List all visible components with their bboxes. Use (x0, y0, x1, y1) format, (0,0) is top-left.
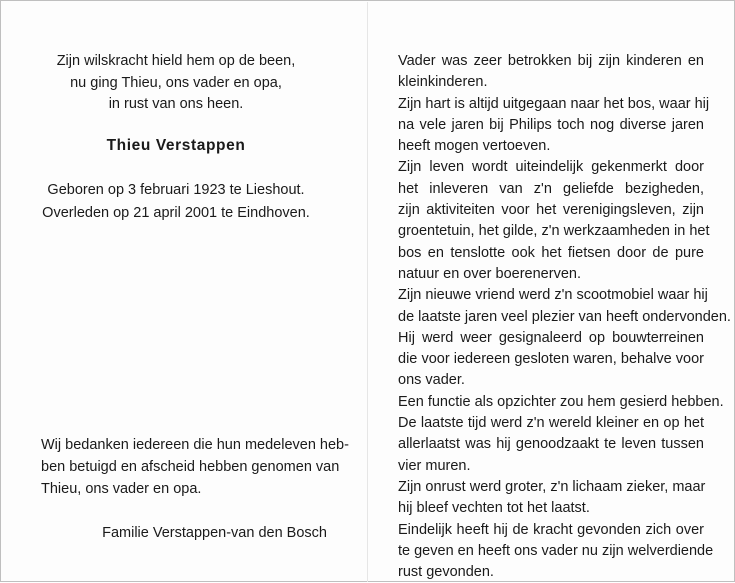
story-line: groentetuin, het gilde, z'n werkzaamheden in het (398, 223, 710, 240)
story-line: vier muren. (398, 457, 471, 474)
story-line: Vader was zeer betrokken bij zijn kinderen en (398, 53, 704, 69)
thanks-paragraph (41, 434, 349, 500)
right-page (368, 1, 735, 583)
story-line: Zijn onrust werd groter, z'n lichaam zieker, maar (398, 478, 706, 495)
story-line: kleinkinderen. (398, 74, 488, 91)
memorial-verse (1, 51, 351, 116)
left-page (1, 1, 367, 583)
verse-line: nu ging Thieu, ons vader en opa, (70, 74, 282, 91)
story-line: de laatste jaren veel plezier van heeft ondervonden. (398, 308, 731, 325)
story-line: heeft mogen vertoeven. (398, 138, 551, 155)
story-line: Zijn nieuwe vriend werd z'n scootmobiel waar hij (398, 287, 708, 304)
story-line: natuur en over boerenerven. (398, 265, 581, 282)
life-dates (1, 179, 351, 224)
family-signature: Familie Verstappen-van den Bosch (102, 525, 327, 541)
thanks-line: Wij bedanken iedereen die hun medeleven heb- (41, 437, 349, 453)
life-story-text (398, 51, 731, 583)
thanks-line: Thieu, ons vader en opa. (41, 481, 202, 497)
thanks-line: ben betuigd en afscheid hebben genomen van (41, 459, 340, 475)
story-line: Een functie als opzichter zou hem gesierd hebben. (398, 393, 724, 410)
story-line: allerlaatst was hij genoodzaakt te leven tussen (398, 436, 704, 453)
verse-line: in rust van ons heen. (108, 96, 244, 112)
deceased-name: Thieu Verstappen (106, 137, 246, 154)
birth-line: Geboren op 3 februari 1923 te Lieshout. (47, 182, 305, 198)
story-line: na vele jaren bij Philips toch nog diverse jaren (398, 116, 704, 133)
story-line: Zijn leven wordt uiteindelijk gekenmerkt door (398, 159, 704, 176)
story-line: bos en tenslotte ook het fietsen door de pure (398, 244, 704, 261)
story-line: hij bleef vechten tot het laatst. (398, 500, 590, 517)
death-line: Overleden op 21 april 2001 te Eindhoven. (42, 204, 310, 221)
story-line: het inleveren van z'n geliefde bezigheden, (398, 180, 704, 197)
story-line: Eindelijk heeft hij de kracht gevonden zich over (398, 521, 704, 538)
story-line: die voor iedereen gesloten waren, behalve voor (398, 351, 704, 368)
story-line: Hij werd weer gesignaleerd op bouwterreinen (398, 329, 704, 346)
story-line: Zijn hart is altijd uitgegaan naar het bos, waar hij (398, 95, 710, 112)
story-line: ons vader. (398, 372, 465, 389)
story-line: rust gevonden. (398, 564, 494, 581)
story-line: te geven en heeft ons vader nu zijn welverdiende (398, 542, 714, 559)
verse-line: Zijn wilskracht hield hem op de been, (56, 53, 296, 69)
story-line: zijn aktiviteiten voor het verenigingsleven, zijn (398, 202, 704, 219)
story-line: De laatste tijd werd z'n wereld kleiner en op het (398, 415, 704, 432)
